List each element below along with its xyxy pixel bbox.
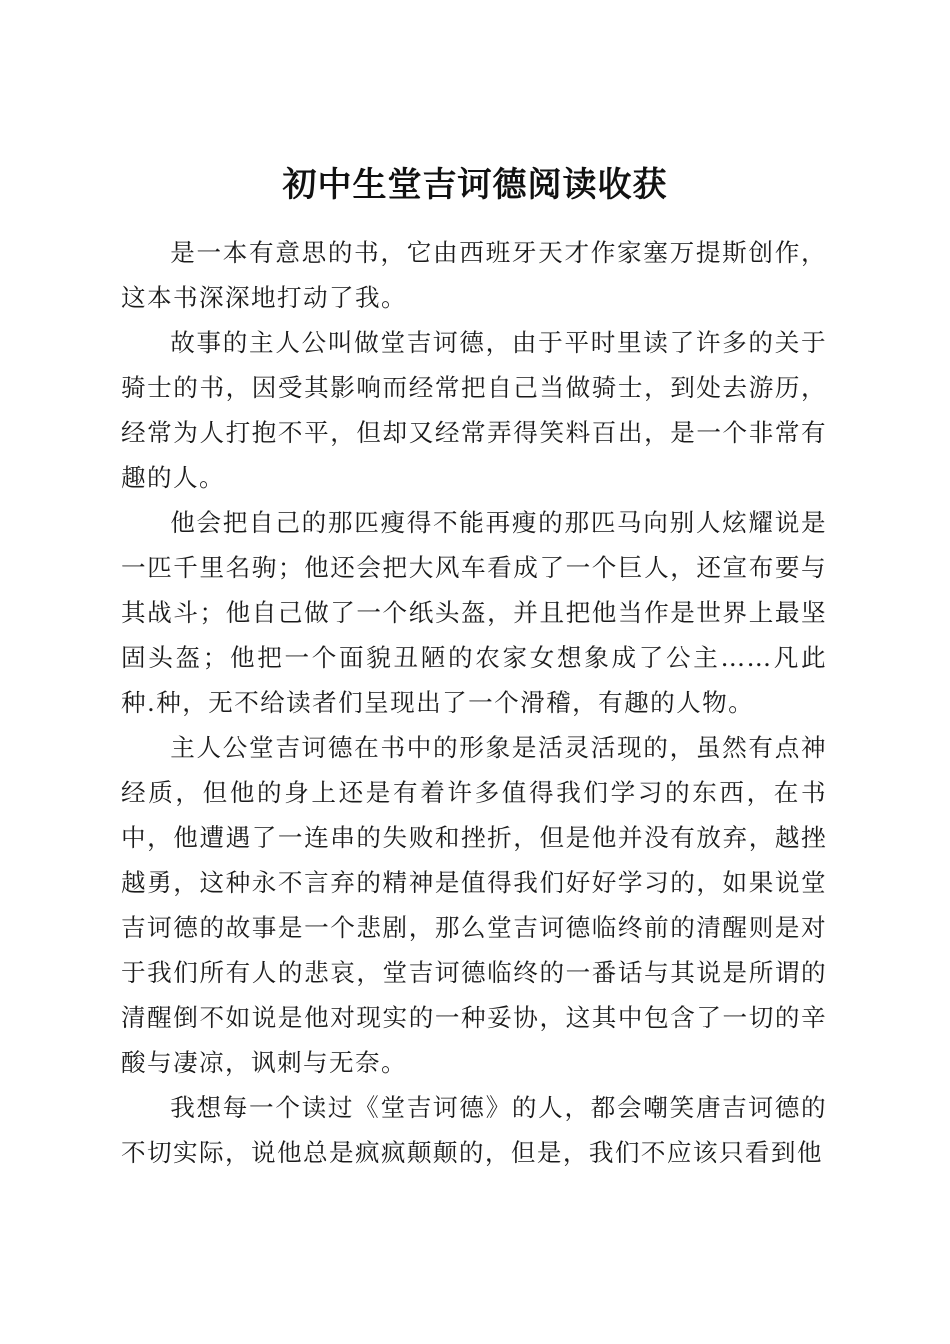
- paragraph: 主人公堂吉诃德在书中的形象是活灵活现的，虽然有点神经质，但他的身上还是有着许多值得我们学习的东西，在书中，他遭遇了一连串的失败和挫折，但是他并没有放弃，越挫越勇，这种永不言弃的精神是值得我们好好学习的，如果说堂吉诃德的故事是一个悲剧，那么堂吉诃德临终前的清醒则是对于我们所有人的悲哀，堂吉诃德临终的一番话与其说是所谓的清醒倒不如说是他对现实的一种妥协，这其中包含了一切的辛酸与凄凉，讽刺与无奈。: [121, 733, 827, 1077]
- paragraph: 是一本有意思的书，它由西班牙天才作家塞万提斯创作，这本书深深地打动了我。: [121, 238, 827, 312]
- paragraph: 我想每一个读过《堂吉诃德》的人，都会嘲笑唐吉诃德的不切实际，说他总是疯疯颠颠的，但是，我们不应该只看到他: [121, 1093, 827, 1167]
- document-body: [121, 230, 827, 1175]
- paragraph: 故事的主人公叫做堂吉诃德，由于平时里读了许多的关于骑士的书，因受其影响而经常把自己当做骑士，到处去游历，经常为人打抱不平，但却又经常弄得笑料百出，是一个非常有趣的人。: [121, 328, 827, 492]
- document-title: 初中生堂吉诃德阅读收获: [282, 164, 668, 205]
- paragraph: 他会把自己的那匹瘦得不能再瘦的那匹马向别人炫耀说是一匹千里名驹；他还会把大风车看成了一个巨人，还宣布要与其战斗；他自己做了一个纸头盔，并且把他当作是世界上最坚固头盔；他把一个面貌丑陋的农家女想象成了公主……凡此种.种，无不给读者们呈现出了一个滑稽，有趣的人物。: [121, 508, 827, 717]
